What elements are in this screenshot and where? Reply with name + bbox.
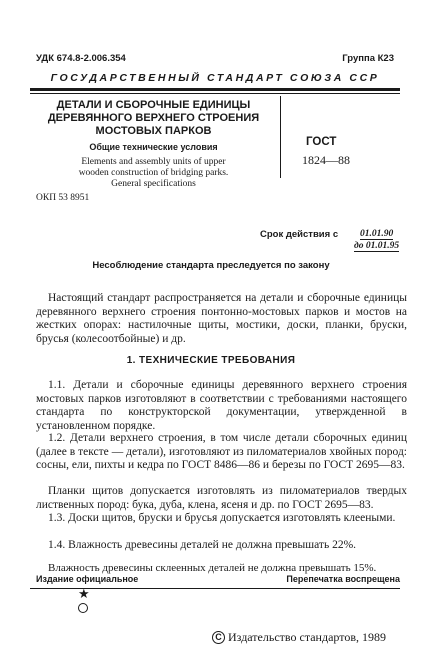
- gost-label: ГОСТ: [306, 136, 337, 148]
- udk-code: УДК 674.8-2.006.354: [36, 53, 126, 64]
- clause-1-4: 1.4. Влажность древесины деталей не должна превышать 22%.: [48, 539, 357, 551]
- official-edition: Издание официальное: [36, 574, 139, 584]
- header-rule-thick: [30, 88, 400, 91]
- section-title: 1. ТЕХНИЧЕСКИЕ ТРЕБОВАНИЯ: [126, 355, 296, 366]
- english-title-line: General specifications: [111, 179, 196, 189]
- okp-code: ОКП 53 8951: [36, 193, 90, 203]
- intro-paragraph: Настоящий стандарт распространяется на детали и сборочные единицы деревянного верхнего строения понтонно-мостовых парков и мостов на жестких опорах: настилочные щиты, мостики, доски, планки, бруски, брусья (колесоотбойные) и др.: [36, 292, 407, 345]
- standard-title-line: ДЕТАЛИ И СБОРОЧНЫЕ ЕДИНИЦЫ: [56, 99, 251, 111]
- reprint-prohibited: Перепечатка воспрещена: [286, 574, 400, 584]
- clause-1-3: 1.3. Доски щитов, бруски и брусья допускается изготовлять клееными.: [48, 512, 396, 524]
- validity-from: 01.01.90: [360, 229, 394, 239]
- copyright-text: Издательство стандартов, 1989: [228, 630, 386, 644]
- clause-1-1: 1.1. Детали и сборочные единицы деревянного верхнего строения мостовых парков изготовляют в соответствии с требованиями настоящего стандарта по конструкторской документации, утвержденной в установленном порядке.: [36, 379, 407, 432]
- validity-label: Срок действия с: [260, 229, 339, 240]
- star-icon: ★: [78, 587, 90, 602]
- title-separator: [280, 96, 281, 178]
- law-notice: Несоблюдение стандарта преследуется по закону: [92, 260, 330, 271]
- clause-1-2: 1.2. Детали верхнего строения, в том числе детали сборочных единиц (далее в тексте — детали), изготовляют из пиломатериалов хвойных пород: сосны, ели, пихты и кедра по ГОСТ 8486—86 и березы по ГОСТ 2695—83.: [36, 432, 407, 471]
- clause-1-4-note: Влажность древесины склеенных деталей не должна превышать 15%.: [48, 562, 377, 574]
- group-code: Группа К23: [342, 53, 394, 64]
- clause-1-2-note: Планки щитов допускается изготовлять из пиломатериалов твердых лиственных пород: бука, дуба, клена, ясеня и др. по ГОСТ 2695—83.: [36, 485, 407, 511]
- standard-title-line: ДЕРЕВЯННОГО ВЕРХНЕГО СТРОЕНИЯ: [47, 112, 260, 124]
- english-title-line: wooden construction of bridging parks.: [78, 168, 229, 178]
- circle-icon: [78, 603, 88, 613]
- standard-subtitle: Общие технические условия: [89, 142, 218, 152]
- state-standard-heading: ГОСУДАРСТВЕННЫЙ СТАНДАРТ СОЮЗА ССР: [50, 72, 380, 84]
- english-title-line: Elements and assembly units of upper: [81, 157, 226, 167]
- standard-title-line: МОСТОВЫХ ПАРКОВ: [95, 125, 212, 137]
- gost-number: 1824—88: [302, 153, 350, 167]
- copyright-icon: С: [212, 631, 225, 644]
- validity-to: до 01.01.95: [354, 241, 400, 251]
- header-rule-thin: [30, 93, 400, 94]
